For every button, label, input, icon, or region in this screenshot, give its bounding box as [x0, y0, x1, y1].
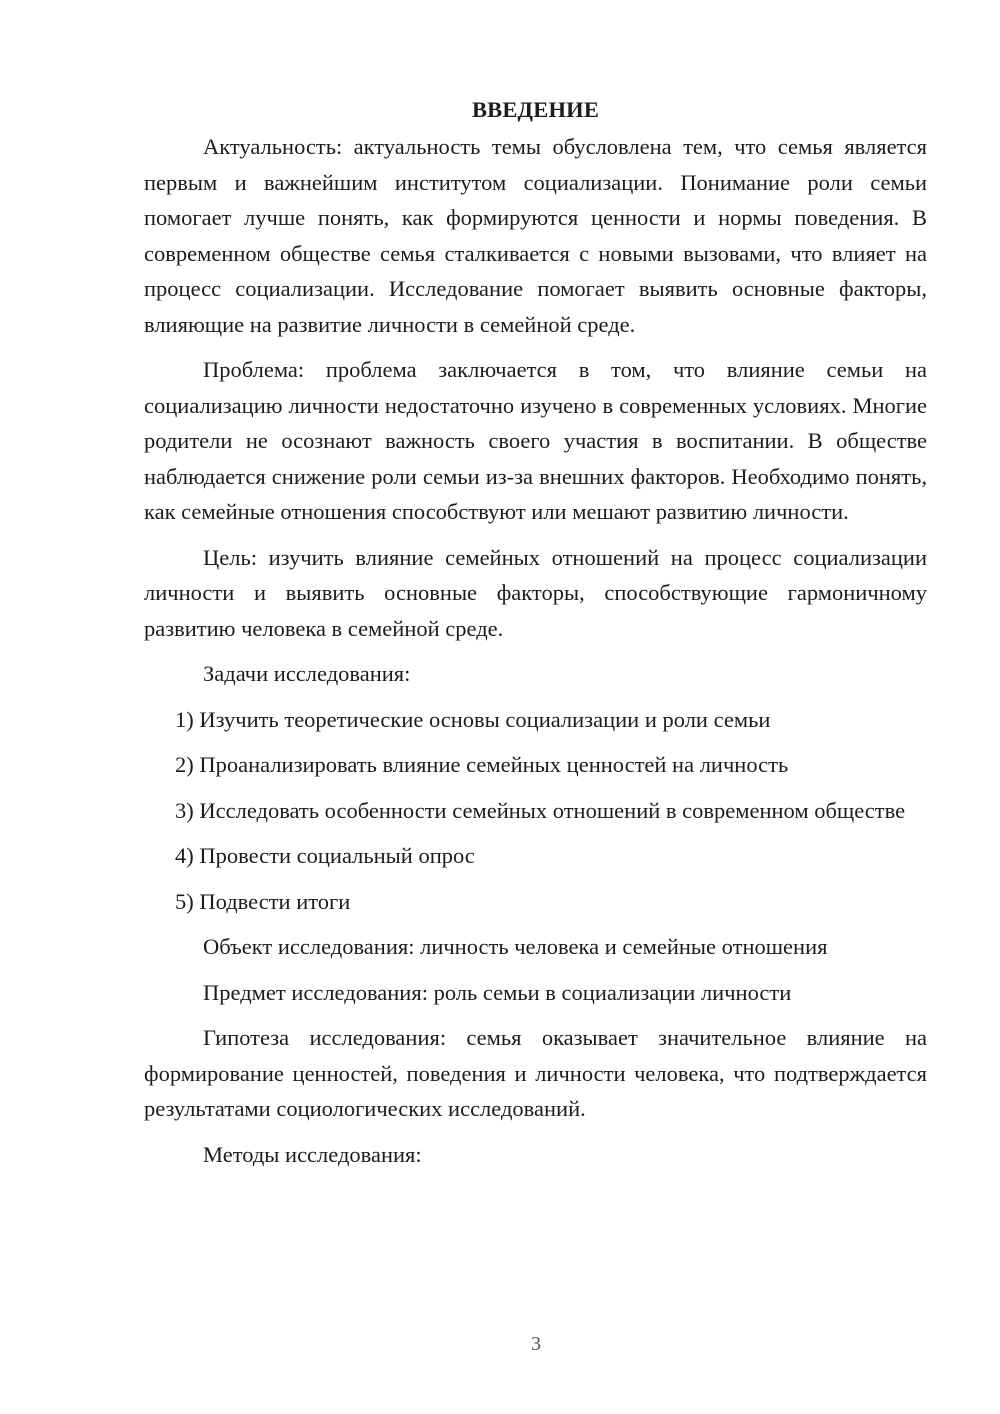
- research-methods: Методы исследования:: [203, 1141, 422, 1167]
- document-page: [144, 92, 927, 1182]
- relevance-paragraph: Актуальность: актуальность темы обусловлена тем, что семья является первым и важнейшим институтом социализации. Понимание роли семьи помогает лучше понять, как формируются ценности и нормы поведения. В современном обществе семья сталкивается с новыми вызовами, что влияет на процесс социализации. Исследование помогает выявить основные факторы, влияющие на развитие личности в семейной среде.: [144, 134, 927, 337]
- research-subject: Предмет исследования: роль семьи в социализации личности: [203, 979, 792, 1005]
- goal-paragraph: Цель: изучить влияние семейных отношений на процесс социализации личности и выявить основные факторы, способствующие гармоничному развитию человека в семейной среде.: [144, 544, 927, 641]
- task-item-4: 4) Провести социальный опрос: [175, 843, 475, 868]
- task-item-1: 1) Изучить теоретические основы социализации и роли семьи: [175, 706, 771, 732]
- research-hypothesis: Гипотеза исследования: семья оказывает значительное влияние на формирование ценностей, поведения и личности человека, что подтверждается результатами социологических исследований.: [144, 1025, 927, 1121]
- section-heading: ВВЕДЕНИЕ: [471, 97, 600, 122]
- problem-paragraph: Проблема: проблема заключается в том, что влияние семьи на социализацию личности недостаточно изучено в современных условиях. Многие родители не осознают важность своего участия в воспитании. В обществе наблюдается снижение роли семьи из-за внешних факторов. Необходимо понять, как семейные отношения способствуют или мешают развитию личности.: [144, 357, 927, 524]
- task-item-5: 5) Подвести итоги: [175, 888, 351, 914]
- task-item-3: 3) Исследовать особенности семейных отношений в современном обществе: [175, 797, 906, 823]
- task-item-2: 2) Проанализировать влияние семейных ценностей на личность: [175, 752, 789, 777]
- page-number: 3: [531, 1333, 541, 1355]
- tasks-heading: Задачи исследования:: [203, 661, 411, 686]
- research-object: Объект исследования: личность человека и семейные отношения: [203, 934, 828, 959]
